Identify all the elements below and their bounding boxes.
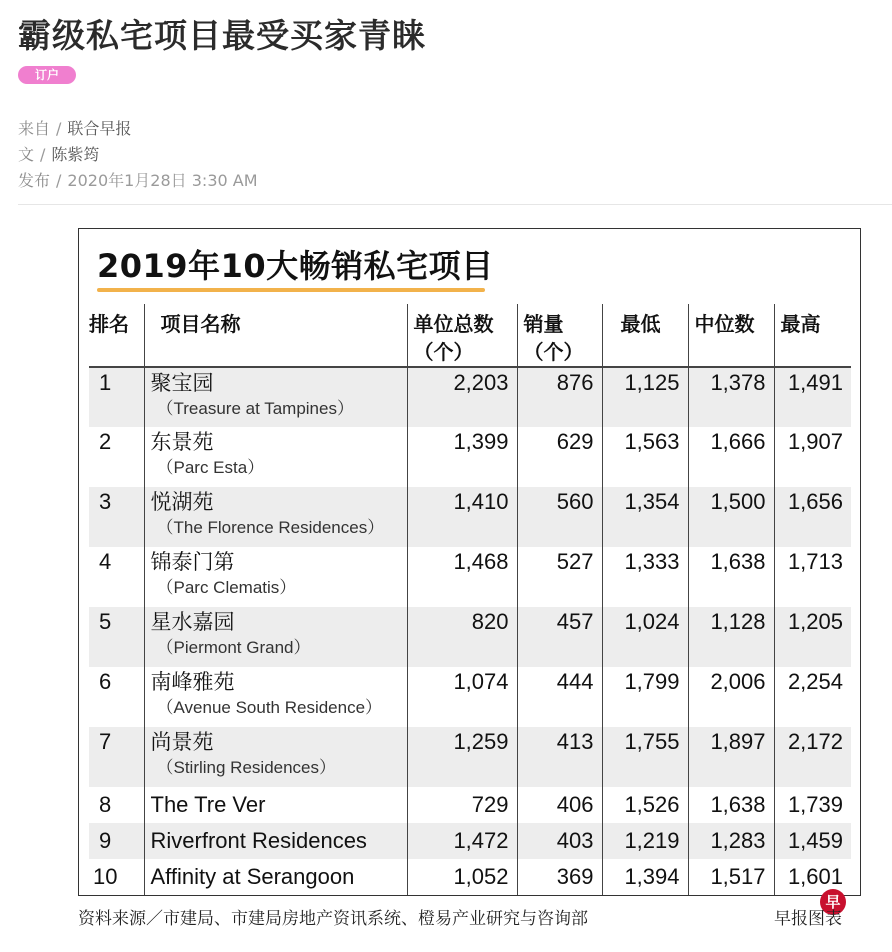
median-cell: 1,517 [688, 859, 774, 895]
title-underline [97, 288, 485, 292]
rank-cell: 5 [89, 607, 144, 667]
min-cell: 1,333 [602, 547, 688, 607]
table-row [89, 547, 851, 607]
name-zh: 聚宝园 [150, 371, 214, 395]
max-cell: 2,254 [774, 667, 851, 727]
name-cell [144, 427, 407, 487]
rank-cell: 8 [99, 792, 112, 817]
max-cell: 1,907 [774, 427, 851, 487]
table-row [89, 727, 851, 787]
rank-cell: 1 [89, 367, 144, 427]
rank-cell: 10 [93, 864, 118, 889]
median-cell: 1,897 [688, 727, 774, 787]
rank-cell: 3 [89, 487, 144, 547]
rank-cell: 6 [99, 669, 112, 694]
units-cell: 729 [407, 787, 517, 823]
published-date: 2020年1月28日 3:30 AM [67, 171, 258, 190]
name-en: （Parc Clematis） [156, 578, 297, 597]
zaobao-logo: 早 [820, 889, 846, 915]
source-line [18, 116, 131, 139]
name-en: （Parc Esta） [156, 458, 265, 477]
name-cell: Affinity at Serangoon [144, 859, 407, 895]
name-en: （Piermont Grand） [156, 638, 311, 657]
min-cell: 1,219 [602, 823, 688, 859]
max-cell: 1,656 [774, 487, 851, 547]
name-cell [144, 727, 407, 787]
header-units-line1: 单位总数 [413, 312, 494, 336]
rank-cell: 7 [89, 727, 144, 787]
name-en: （The Florence Residences） [156, 518, 385, 537]
units-cell: 1,259 [407, 727, 517, 787]
name-en: （Treasure at Tampines） [156, 399, 354, 418]
brand-label: 早报图表 [774, 909, 842, 929]
max-cell: 1,459 [774, 823, 851, 859]
separator: / [56, 119, 62, 138]
header-sold-line2: （个） [523, 340, 584, 364]
sold-cell: 406 [517, 787, 602, 823]
published-line [18, 168, 258, 191]
name-zh: 南峰雅苑 [150, 670, 235, 694]
header-units [407, 304, 517, 367]
header-units-line2: （个） [413, 340, 474, 364]
header-sold-line1: 销量 [523, 312, 564, 336]
separator: / [56, 171, 62, 190]
min-cell: 1,125 [602, 367, 688, 427]
table-row [89, 487, 851, 547]
divider [18, 204, 892, 205]
table-row [89, 787, 851, 823]
min-cell: 1,354 [602, 487, 688, 547]
table-row [89, 859, 851, 895]
sold-cell: 457 [517, 607, 602, 667]
units-cell: 2,203 [407, 367, 517, 427]
min-cell: 1,563 [602, 427, 688, 487]
name-zh: 锦泰门第 [150, 550, 235, 574]
sold-cell: 444 [517, 667, 602, 727]
name-cell [144, 547, 407, 607]
units-cell: 820 [407, 607, 517, 667]
source-name[interactable]: 联合早报 [67, 119, 132, 138]
min-cell: 1,755 [602, 727, 688, 787]
name-zh: 尚景苑 [150, 730, 214, 754]
subscriber-badge[interactable]: 订户 [18, 66, 76, 84]
article-headline: 霸级私宅项目最受买家青睐 [18, 16, 426, 55]
name-zh: 东景苑 [150, 430, 214, 454]
median-cell: 1,638 [688, 547, 774, 607]
units-cell: 1,052 [407, 859, 517, 895]
author-name[interactable]: 陈紫筠 [51, 145, 100, 164]
name-cell: The Tre Ver [144, 787, 407, 823]
sold-cell: 629 [517, 427, 602, 487]
header-name: 项目名称 [144, 304, 407, 367]
author-label: 文 [18, 145, 35, 164]
name-zh: 悦湖苑 [150, 490, 214, 514]
name-zh: 星水嘉园 [150, 610, 235, 634]
min-cell: 1,526 [602, 787, 688, 823]
header-min: 最低 [602, 304, 688, 367]
units-cell: 1,074 [407, 667, 517, 727]
source-label: 来自 [18, 119, 51, 138]
name-cell [144, 367, 407, 427]
rank-cell: 2 [99, 429, 112, 454]
max-cell: 1,491 [774, 367, 851, 427]
max-cell: 2,172 [774, 727, 851, 787]
table-row [89, 427, 851, 487]
table-row [89, 367, 851, 427]
table-row [89, 667, 851, 727]
units-cell: 1,410 [407, 487, 517, 547]
header-max: 最高 [774, 304, 851, 367]
min-cell: 1,394 [602, 859, 688, 895]
sold-cell: 560 [517, 487, 602, 547]
max-cell: 1,601 [774, 859, 851, 895]
table-row [89, 823, 851, 859]
sold-cell: 403 [517, 823, 602, 859]
name-cell [144, 667, 407, 727]
median-cell: 1,638 [688, 787, 774, 823]
median-cell: 1,500 [688, 487, 774, 547]
median-cell: 1,666 [688, 427, 774, 487]
min-cell: 1,024 [602, 607, 688, 667]
name-cell [144, 487, 407, 547]
min-cell: 1,799 [602, 667, 688, 727]
rank-cell: 9 [89, 823, 144, 859]
published-label: 发布 [18, 171, 51, 190]
header-rank: 排名 [89, 304, 144, 367]
units-cell: 1,399 [407, 427, 517, 487]
max-cell: 1,205 [774, 607, 851, 667]
sold-cell: 369 [517, 859, 602, 895]
median-cell: 1,128 [688, 607, 774, 667]
infographic-table-card [78, 228, 861, 896]
max-cell: 1,739 [774, 787, 851, 823]
table-header-row [89, 304, 851, 367]
name-en: （Stirling Residences） [156, 758, 337, 777]
separator: / [40, 145, 46, 164]
median-cell: 1,283 [688, 823, 774, 859]
units-cell: 1,472 [407, 823, 517, 859]
header-sold [517, 304, 602, 367]
name-cell [144, 607, 407, 667]
data-source-note: 资料来源／市建局、市建局房地产资讯系统、橙易产业研究与咨询部 [78, 909, 588, 929]
author-line [18, 142, 99, 165]
median-cell: 1,378 [688, 367, 774, 427]
sold-cell: 876 [517, 367, 602, 427]
sold-cell: 527 [517, 547, 602, 607]
table-row [89, 607, 851, 667]
table-title: 2019年10大畅销私宅项目 [97, 247, 494, 285]
sold-cell: 413 [517, 727, 602, 787]
units-cell: 1,468 [407, 547, 517, 607]
header-median: 中位数 [688, 304, 774, 367]
ranking-table [89, 304, 851, 895]
name-en: （Avenue South Residence） [156, 698, 383, 717]
max-cell: 1,713 [774, 547, 851, 607]
name-cell: Riverfront Residences [144, 823, 407, 859]
rank-cell: 4 [99, 549, 112, 574]
median-cell: 2,006 [688, 667, 774, 727]
